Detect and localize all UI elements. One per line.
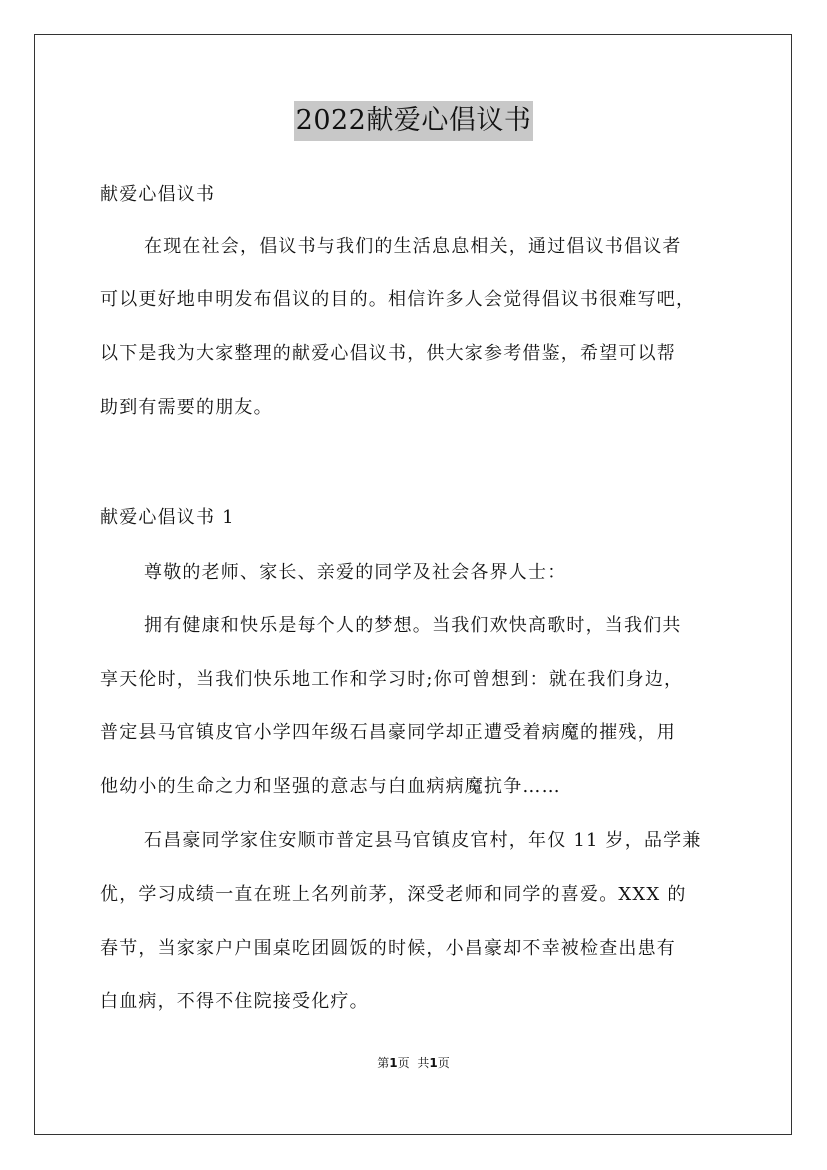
paragraph-line: 他幼小的生命之力和坚强的意志与白血病病魔抗争……	[100, 776, 561, 797]
title-wrap	[0, 101, 827, 141]
paragraph-line: 春节，当家家户户围桌吃团圆饭的时候，小昌豪却不幸被检查出患有	[100, 938, 676, 959]
page-prefix: 第	[377, 1056, 390, 1070]
section-heading: 献爱心倡议书	[100, 184, 216, 205]
paragraph-line: 拥有健康和快乐是每个人的梦想。当我们欢快高歌时，当我们共	[144, 615, 682, 636]
paragraph-line: 可以更好地申明发布倡议的目的。相信许多人会觉得倡议书很难写吧，	[100, 289, 696, 310]
total-prefix: 共	[417, 1056, 430, 1070]
section-heading: 献爱心倡议书 1	[100, 507, 235, 528]
page-footer	[0, 1054, 827, 1072]
paragraph-line: 助到有需要的朋友。	[100, 397, 273, 418]
total-pages: 1	[429, 1056, 438, 1070]
paragraph-line: 在现在社会，倡议书与我们的生活息息相关，通过倡议书倡议者	[144, 236, 682, 257]
paragraph-line: 石昌豪同学家住安顺市普定县马官镇皮官村，年仅 11 岁，品学兼	[144, 830, 702, 851]
document-title: 2022献爱心倡议书	[294, 101, 534, 141]
salutation-line: 尊敬的老师、家长、亲爱的同学及社会各界人士：	[144, 562, 567, 583]
paragraph-line: 享天伦时，当我们快乐地工作和学习时;你可曾想到：就在我们身边，	[100, 669, 684, 690]
page-suffix: 页	[397, 1056, 410, 1070]
paragraph-line: 普定县马官镇皮官小学四年级石昌豪同学却正遭受着病魔的摧残，用	[100, 722, 676, 743]
paragraph-line: 优，学习成绩一直在班上名列前茅，深受老师和同学的喜爱。XXX 的	[100, 884, 687, 905]
paragraph-line: 白血病，不得不住院接受化疗。	[100, 991, 369, 1012]
paragraph-line: 以下是我为大家整理的献爱心倡议书，供大家参考借鉴，希望可以帮	[100, 343, 676, 364]
total-suffix: 页	[437, 1056, 450, 1070]
page-current: 1	[389, 1056, 398, 1070]
